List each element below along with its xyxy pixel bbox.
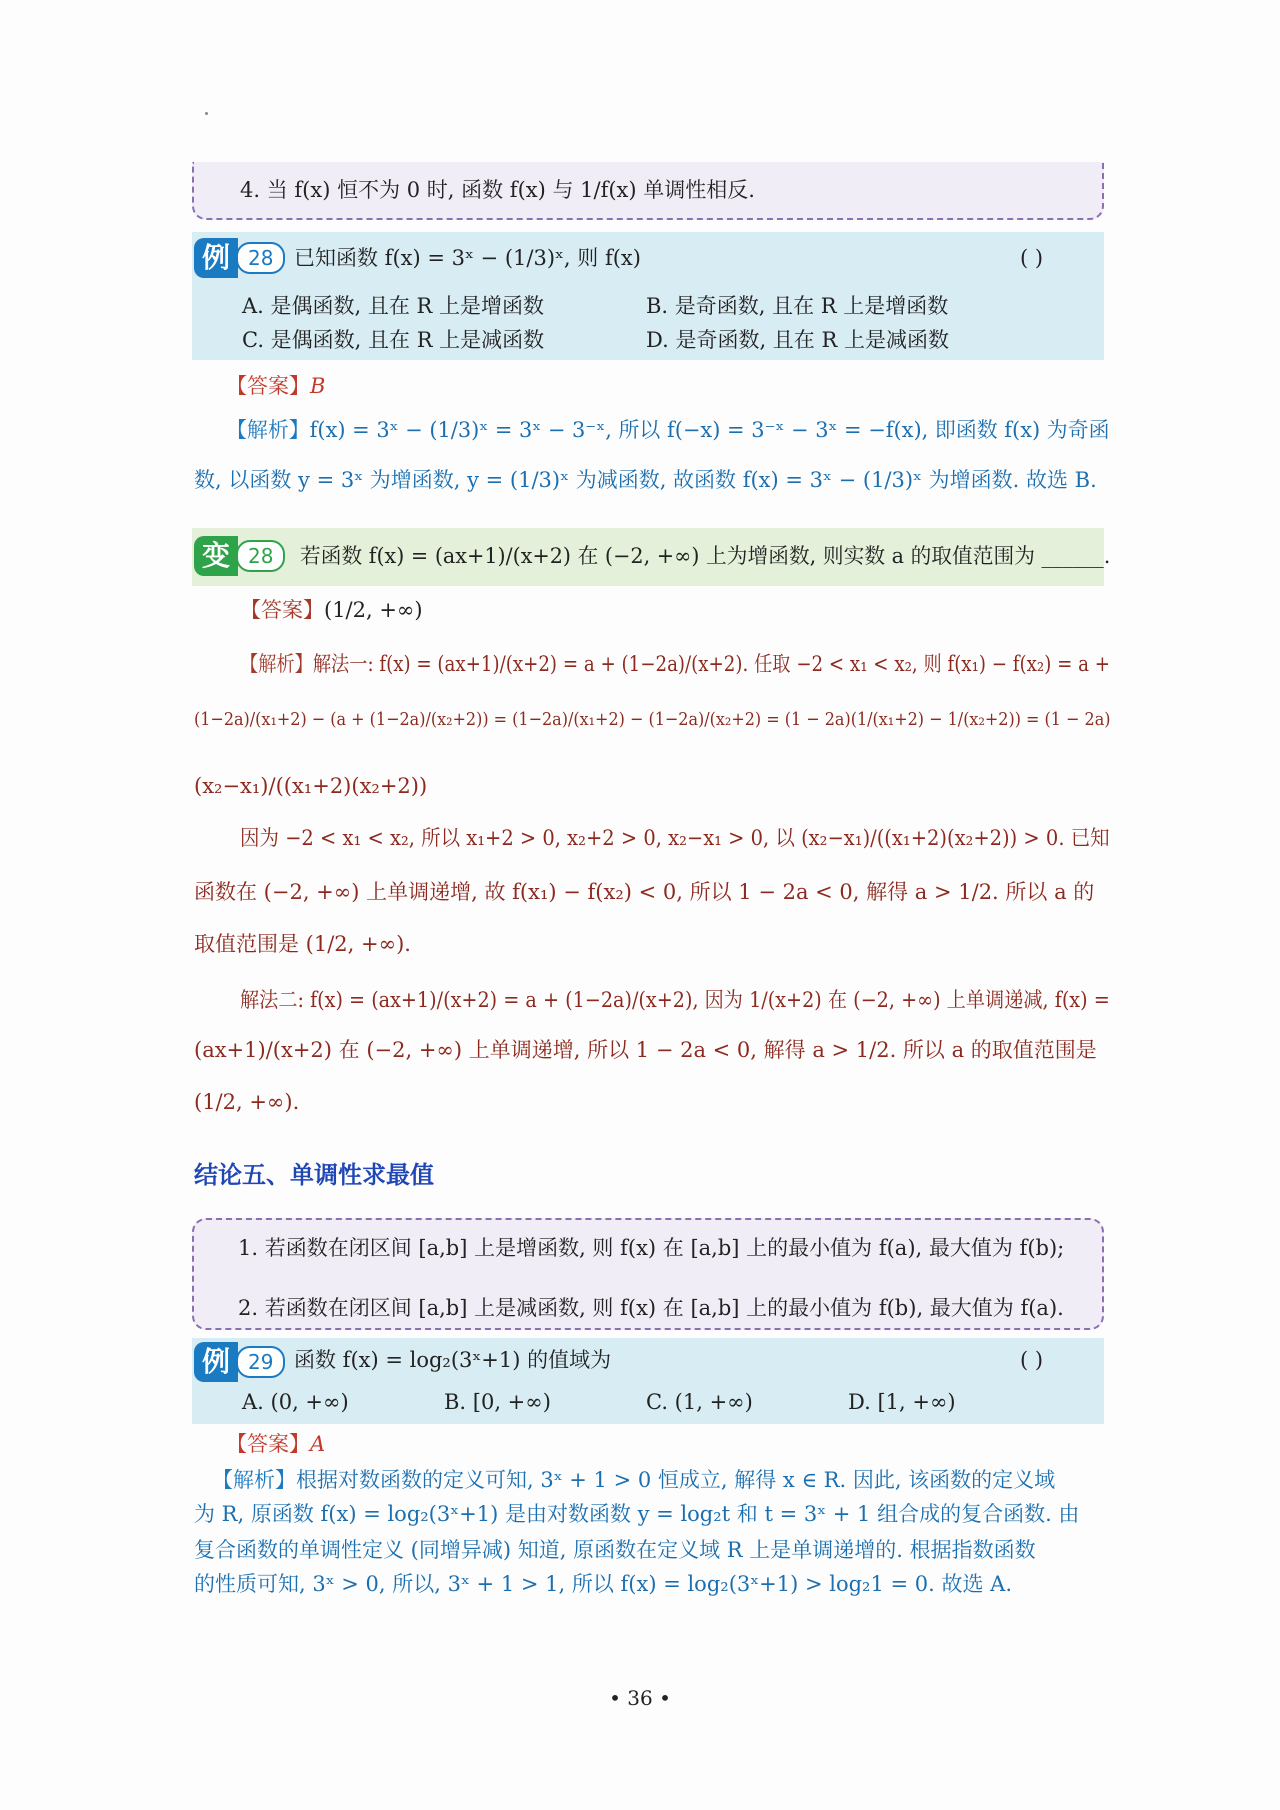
tip-4-text: 4. 当 f(x) 恒不为 0 时, 函数 f(x) 与 1/f(x) 单调性相反. bbox=[240, 178, 755, 202]
example-29-solution-line-4: 的性质可知, 3ˣ > 0, 所以, 3ˣ + 1 > 1, 所以 f(x) = log₂(3ˣ+1) > log₂1 = 0. 故选 A. bbox=[194, 1572, 1012, 1596]
option-a: A. 是偶函数, 且在 R 上是增函数 bbox=[242, 294, 545, 318]
section-heading: 结论五、单调性求最值 bbox=[194, 1161, 434, 1189]
answer-paren: ( ) bbox=[1020, 246, 1044, 270]
variant-tag-number: 28 bbox=[236, 540, 285, 572]
variant-28-solution-line-6: 取值范围是 (1/2, +∞). bbox=[194, 932, 411, 956]
variant-28-solution-line-4: 因为 −2 < x₁ < x₂, 所以 x₁+2 > 0, x₂+2 > 0, x₂−x₁ > 0, 以 (x₂−x₁)/((x₁+2)(x₂+2)) > 0. 已知 bbox=[240, 826, 1110, 850]
variant-28-answer bbox=[240, 596, 423, 624]
answer-value: (1/2, +∞) bbox=[324, 598, 423, 622]
example-29-solution-line-2: 为 R, 原函数 f(x) = log₂(3ˣ+1) 是由对数函数 y = log₂t 和 t = 3ˣ + 1 组合成的复合函数. 由 bbox=[194, 1502, 1080, 1526]
variant-28-stem: 若函数 f(x) = (ax+1)/(x+2) 在 (−2, +∞) 上为增函数, 则实数 a 的取值范围为 ______. bbox=[300, 544, 1111, 568]
page-number: • 36 • bbox=[609, 1686, 671, 1710]
variant-28-solution-line-5: 函数在 (−2, +∞) 上单调递增, 故 f(x₁) − f(x₂) < 0, 所以 1 − 2a < 0, 解得 a > 1/2. 所以 a 的 bbox=[194, 880, 1095, 904]
example-28-box bbox=[192, 232, 1104, 360]
example-29-answer bbox=[226, 1430, 325, 1458]
solution-label: 【解析】 bbox=[240, 652, 313, 676]
example-29-stem: 函数 f(x) = log₂(3ˣ+1) 的值域为 bbox=[294, 1348, 612, 1372]
variant-28-solution-line-3: (x₂−x₁)/((x₁+2)(x₂+2)) bbox=[194, 774, 428, 798]
example-tag-label: 例 bbox=[194, 238, 238, 278]
solution-text: f(x) = 3ˣ − (1/3)ˣ = 3ˣ − 3⁻ˣ, 所以 f(−x) = 3⁻ˣ − 3ˣ = −f(x), 即函数 f(x) 为奇函 bbox=[309, 418, 1110, 442]
example-29-solution-line-3: 复合函数的单调性定义 (同增异减) 知道, 原函数在定义域 R 上是单调递增的. 根据指数函数 bbox=[194, 1538, 1036, 1562]
variant-28-solution-line-8: (ax+1)/(x+2) 在 (−2, +∞) 上单调递增, 所以 1 − 2a < 0, 解得 a > 1/2. 所以 a 的取值范围是 bbox=[194, 1038, 1097, 1062]
option-b: B. [0, +∞) bbox=[444, 1390, 551, 1414]
tip-box-5 bbox=[192, 1218, 1104, 1330]
answer-label: 【答案】 bbox=[226, 1432, 310, 1456]
option-c: C. (1, +∞) bbox=[646, 1390, 753, 1414]
variant-28-solution-line-1 bbox=[240, 650, 1110, 678]
answer-value: B bbox=[310, 374, 326, 398]
example-28-tag bbox=[194, 238, 285, 278]
solution-label: 【解析】 bbox=[226, 418, 310, 442]
page-mark bbox=[205, 112, 208, 115]
answer-label: 【答案】 bbox=[226, 374, 310, 398]
variant-28-solution-line-9: (1/2, +∞). bbox=[194, 1090, 300, 1114]
option-a: A. (0, +∞) bbox=[242, 1390, 349, 1414]
example-28-answer bbox=[226, 372, 325, 400]
solution-text: 解法一: f(x) = (ax+1)/(x+2) = a + (1−2a)/(x+2). 任取 −2 < x₁ < x₂, 则 f(x₁) − f(x₂) = a + bbox=[312, 652, 1111, 676]
example-29-solution-line-1 bbox=[212, 1466, 1055, 1494]
option-d: D. [1, +∞) bbox=[848, 1390, 956, 1414]
variant-tag-label: 变 bbox=[194, 536, 238, 576]
example-28-solution-line-1 bbox=[226, 416, 1110, 444]
example-28-solution-line-2: 数, 以函数 y = 3ˣ 为增函数, y = (1/3)ˣ 为减函数, 故函数 f(x) = 3ˣ − (1/3)ˣ 为增函数. 故选 B. bbox=[194, 468, 1097, 492]
example-tag-number: 28 bbox=[236, 242, 285, 274]
variant-28-box bbox=[192, 528, 1111, 586]
tip-box-4 bbox=[192, 162, 1104, 220]
tip-5-item-1: 1. 若函数在闭区间 [a,b] 上是增函数, 则 f(x) 在 [a,b] 上的最小值为 f(a), 最大值为 f(b); bbox=[238, 1236, 1065, 1260]
solution-label: 【解析】 bbox=[212, 1468, 296, 1492]
variant-28-tag bbox=[194, 536, 285, 576]
example-tag-label: 例 bbox=[194, 1342, 238, 1382]
answer-value: A bbox=[310, 1432, 326, 1456]
example-28-stem: 已知函数 f(x) = 3ˣ − (1/3)ˣ, 则 f(x) bbox=[294, 246, 641, 270]
answer-label: 【答案】 bbox=[240, 598, 324, 622]
answer-paren: ( ) bbox=[1020, 1348, 1044, 1372]
option-b: B. 是奇函数, 且在 R 上是增函数 bbox=[646, 294, 949, 318]
option-d: D. 是奇函数, 且在 R 上是减函数 bbox=[646, 328, 949, 352]
tip-5-item-2: 2. 若函数在闭区间 [a,b] 上是减函数, 则 f(x) 在 [a,b] 上的最小值为 f(b), 最大值为 f(a). bbox=[238, 1296, 1064, 1320]
example-tag-number: 29 bbox=[236, 1346, 285, 1378]
example-29-box bbox=[192, 1338, 1104, 1424]
option-c: C. 是偶函数, 且在 R 上是减函数 bbox=[242, 328, 545, 352]
variant-28-solution-line-7: 解法二: f(x) = (ax+1)/(x+2) = a + (1−2a)/(x+2), 因为 1/(x+2) 在 (−2, +∞) 上单调递减, f(x) = bbox=[240, 988, 1110, 1012]
variant-28-solution-line-2: (1−2a)/(x₁+2) − (a + (1−2a)/(x₂+2)) = (1−2a)/(x₁+2) − (1−2a)/(x₂+2) = (1 − 2a)(1/(x₁+2) − 1/(x₂+2)) = (1 − 2a) bbox=[194, 709, 1111, 730]
solution-text: 根据对数函数的定义可知, 3ˣ + 1 > 0 恒成立, 解得 x ∈ R. 因此, 该函数的定义域 bbox=[296, 1468, 1056, 1492]
example-29-tag bbox=[194, 1342, 285, 1382]
